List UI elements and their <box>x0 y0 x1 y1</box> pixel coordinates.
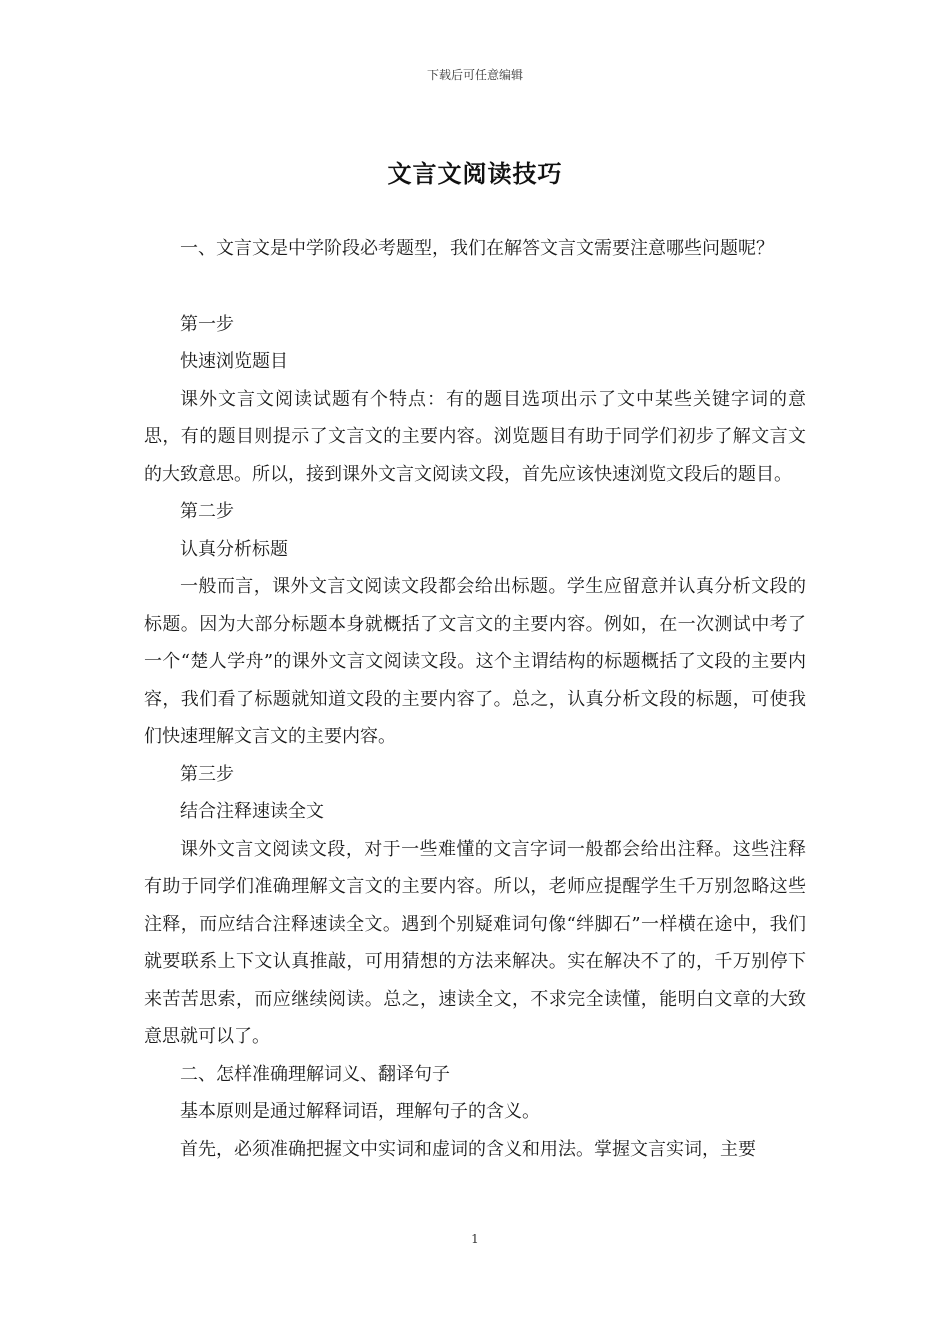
first-point-paragraph: 首先，必须准确把握文中实词和虚词的含义和用法。掌握文言实词，主要 <box>180 1138 756 1160</box>
intro-paragraph: 一、文言文是中学阶段必考题型，我们在解答文言文需要注意哪些问题呢？ <box>180 238 774 259</box>
document-body <box>144 230 806 1168</box>
page-header: 下载后可任意编辑 <box>426 68 523 82</box>
step-three-paragraph: 课外文言文阅读文段，对于一些难懂的文言字词一般都会给出注释。这些注释有助于同学们准确理解文言文的主要内容。所以，老师应提醒学生千万别忽略这些注释，而应结合注释速读全文。遇到个别疑难词句像“绊脚石”一样横在途中，我们就要联系上下文认真推敲，可用猜想的方法来解决。实在解决不了的，千万别停下来苦苦思索，而应继续阅读。总之，速读全文，不求完全读懂，能明白文章的大致意思就可以了。 <box>144 838 806 1047</box>
section-two-heading: 二、怎样准确理解词义、翻译句子 <box>180 1063 450 1085</box>
step-three-subheading: 结合注释速读全文 <box>180 801 324 822</box>
step-two-heading: 第二步 <box>180 501 234 522</box>
step-one-heading: 第一步 <box>180 313 234 335</box>
document-title: 文言文阅读技巧 <box>387 159 563 188</box>
step-two-paragraph: 一般而言，课外文言文阅读文段都会给出标题。学生应留意并认真分析文段的标题。因为大部分标题本身就概括了文言文的主要内容。例如，在一次测试中考了一个“楚人学舟”的课外文言文阅读文段。这个主谓结构的标题概括了文段的主要内容，我们看了标题就知道文段的主要内容了。总之，认真分析文段的标题，可使我们快速理解文言文的主要内容。 <box>144 576 806 747</box>
step-one-subheading: 快速浏览题目 <box>180 351 288 372</box>
page-number: 1 <box>471 1232 479 1246</box>
step-two-subheading: 认真分析标题 <box>180 538 288 560</box>
step-one-paragraph: 课外文言文阅读试题有个特点：有的题目选项出示了文中某些关键字词的意思，有的题目则提示了文言文的主要内容。浏览题目有助于同学们初步了解文言文的大致意思。所以，接到课外文言文阅读文段，首先应该快速浏览文段后的题目。 <box>144 388 806 485</box>
step-three-heading: 第三步 <box>180 763 234 785</box>
principle-paragraph: 基本原则是通过解释词语，理解句子的含义。 <box>180 1101 540 1122</box>
